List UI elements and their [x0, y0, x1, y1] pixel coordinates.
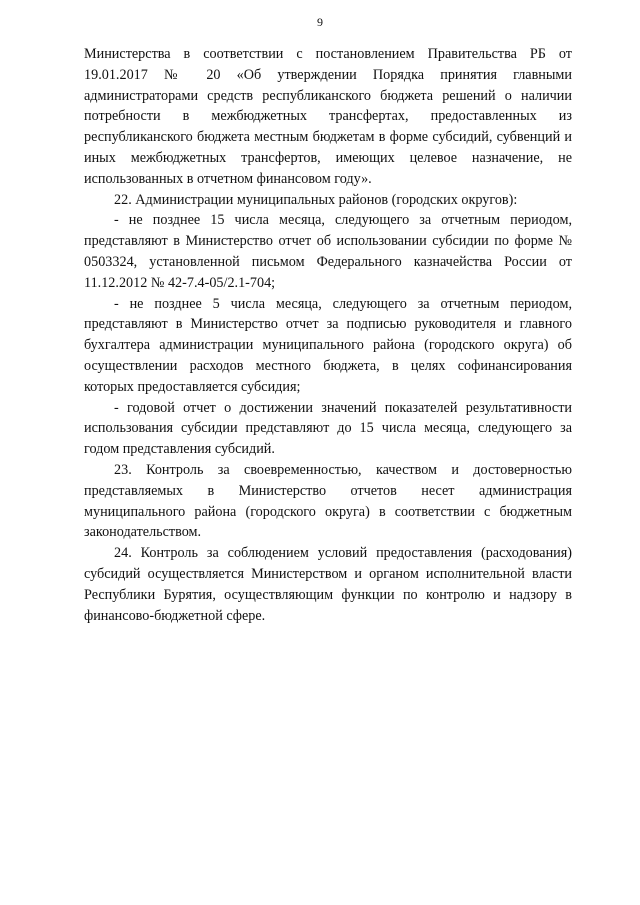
paragraph-clause-23: 23. Контроль за своевременностью, качеством и достоверностью представляемых в Министерство отчетов несет администрация муниципального района (городского округа) в соответствии с бюджетным законодательством. — [84, 461, 572, 541]
paragraph-clause-22-item-3: - годовой отчет о достижении значений показателей результативности использования субсидии представляют до 15 числа месяца, следующего за годом представления субсидий. — [84, 399, 572, 458]
paragraph-clause-24: 24. Контроль за соблюдением условий предоставления (расходования) субсидий осуществляется Министерством и органом исполнительной власти Республики Бурятия, осуществляющим функции по контролю и надзору в финансово-бюджетной сфере. — [84, 545, 572, 624]
document-body — [84, 44, 572, 626]
paragraph-clause-22: 22. Администрации муниципальных районов (городских округов): — [114, 191, 518, 208]
paragraph-continuation: Министерства в соответствии с постановлением Правительства РБ от 19.01.2017 № 20 «Об утверждении Порядка принятия главными администраторами средств республиканского бюджета решений о наличии потребности в межбюджетных трансфертах, предоставленных из республиканского бюджета местным бюджетам в форме субсидий, субвенций и иных межбюджетных трансфертов, имеющих целевое назначение, не использованных в отчетном финансовом году». — [84, 46, 572, 187]
paragraph-clause-22-item-2: - не позднее 5 числа месяца, следующего за отчетным периодом, представляют в Министерство отчет за подписью руководителя и главного бухгалтера администрации муниципального района (городского округа) об осуществлении расходов местного бюджета, в целях софинансирования которых предоставляется субсидия; — [84, 295, 572, 395]
paragraph-clause-22-item-1: - не позднее 15 числа месяца, следующего за отчетным периодом, представляют в Министерство отчет об использовании субсидии по форме № 0503324, установленной письмом Федерального казначейства России от 11.12.2012 № 42-7.4-05/2.1-704; — [84, 212, 572, 291]
page-number: 9 — [317, 15, 323, 29]
